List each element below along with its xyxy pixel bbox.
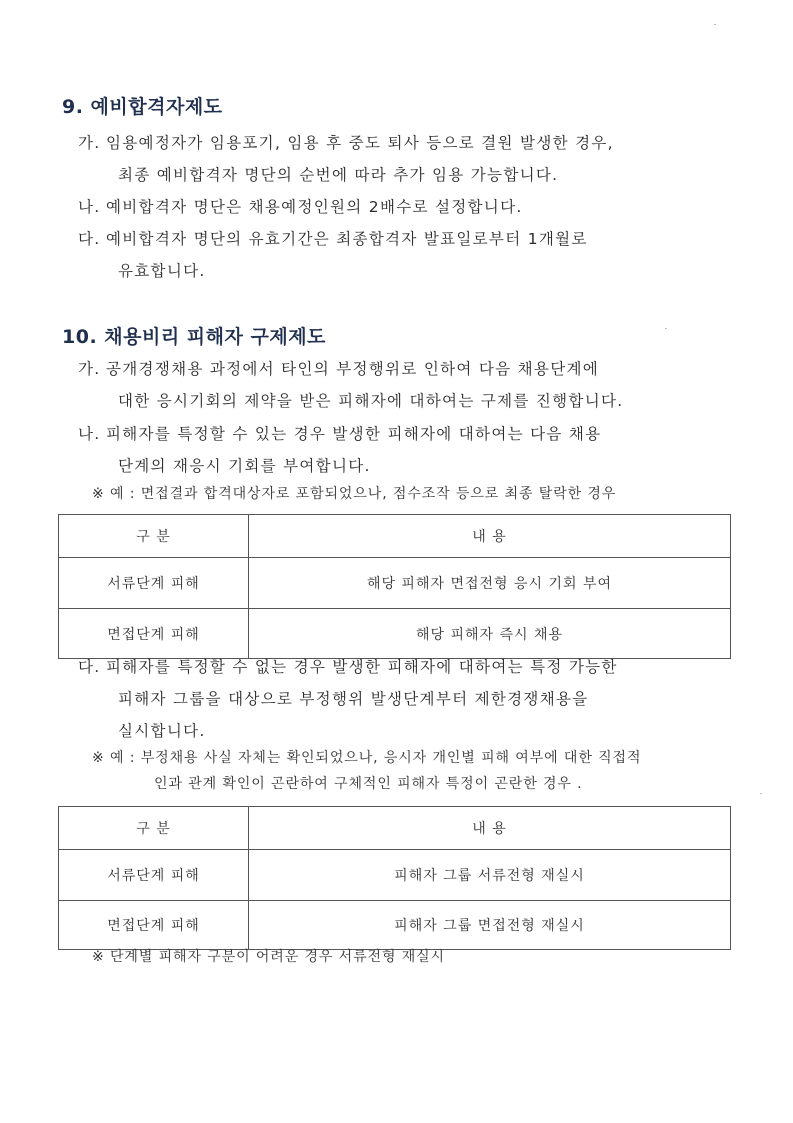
section-10-item-na (78, 418, 601, 482)
item-marker: 가. (78, 134, 101, 152)
footnote: ※ 단계별 피해자 구분이 어려운 경우 서류전형 재실시 (92, 949, 445, 965)
item-marker: 가. (78, 360, 101, 378)
section-9-item-na (78, 191, 523, 223)
item-line: 피해자를 특정할 수 있는 경우 발생한 피해자에 대하여는 다음 채용 (106, 425, 602, 443)
item-line: 최종 예비합격자 명단의 순번에 따라 추가 임용 가능합니다. (118, 166, 559, 184)
note-line: ※ 예 : 부정채용 사실 자체는 확인되었으나, 응시자 개인별 피해 여부에 대한 직접적 (92, 750, 642, 766)
table-cell: 서류단계 피해 (59, 558, 249, 609)
table-header-row (59, 807, 731, 850)
remedy-table-identifiable (58, 514, 731, 659)
note-line: 인과 관계 확인이 곤란하여 구체적인 피해자 특정이 곤란한 경우 . (154, 776, 583, 792)
section-9-title: 9. 예비합격자제도 (62, 96, 223, 118)
item-line: 임용예정자가 임용포기, 임용 후 중도 퇴사 등으로 결원 발생한 경우, (106, 134, 614, 152)
item-line: 단계의 재응시 기회를 부여합니다. (118, 457, 371, 475)
item-line: 피해자를 특정할 수 없는 경우 발생한 피해자에 대하여는 특정 가능한 (106, 658, 618, 676)
table-cell: 서류단계 피해 (59, 850, 249, 901)
table-header-cell: 내 용 (249, 515, 731, 558)
item-line: 유효합니다. (118, 262, 206, 280)
section-10-item-da (78, 651, 618, 747)
table-cell: 해당 피해자 면접전형 응시 기회 부여 (249, 558, 731, 609)
table-cell: 해당 피해자 즉시 채용 (249, 609, 731, 659)
scan-speck (714, 24, 716, 25)
example-note-c (92, 745, 641, 797)
table-row (59, 901, 731, 950)
table-header-row (59, 515, 731, 558)
table-cell: 면접단계 피해 (59, 609, 249, 659)
section-10-title: 10. 채용비리 피해자 구제제도 (62, 326, 326, 348)
table-header-cell: 구 분 (59, 807, 249, 850)
remedy-table-unidentifiable (58, 806, 731, 950)
item-line: 실시합니다. (118, 722, 206, 740)
table-header-cell: 구 분 (59, 515, 249, 558)
section-9-item-ga (78, 127, 614, 191)
section-10-item-ga (78, 353, 623, 417)
table-cell: 면접단계 피해 (59, 901, 249, 950)
item-marker: 나. (78, 198, 101, 216)
table-row (59, 850, 731, 901)
scan-speck (665, 328, 667, 329)
table-cell: 피해자 그룹 면접전형 재실시 (249, 901, 731, 950)
item-line: 공개경쟁채용 과정에서 타인의 부정행위로 인하여 다음 채용단계에 (106, 360, 600, 378)
table-header-cell: 내 용 (249, 807, 731, 850)
item-line: 대한 응시기회의 제약을 받은 피해자에 대하여는 구제를 진행합니다. (118, 392, 624, 410)
section-9-item-da (78, 223, 588, 287)
item-marker: 다. (78, 658, 101, 676)
item-line: 예비합격자 명단의 유효기간은 최종합격자 발표일로부터 1개월로 (106, 230, 588, 248)
scan-speck (760, 793, 762, 794)
table-row (59, 558, 731, 609)
item-line: 피해자 그룹을 대상으로 부정행위 발생단계부터 제한경쟁채용을 (118, 690, 589, 708)
item-line: 예비합격자 명단은 채용예정인원의 2배수로 설정합니다. (106, 198, 523, 216)
example-note-b: ※ 예 : 면접결과 합격대상자로 포함되었으나, 점수조작 등으로 최종 탈락한 경우 (92, 486, 617, 502)
item-marker: 다. (78, 230, 101, 248)
table-cell: 피해자 그룹 서류전형 재실시 (249, 850, 731, 901)
item-marker: 나. (78, 425, 101, 443)
